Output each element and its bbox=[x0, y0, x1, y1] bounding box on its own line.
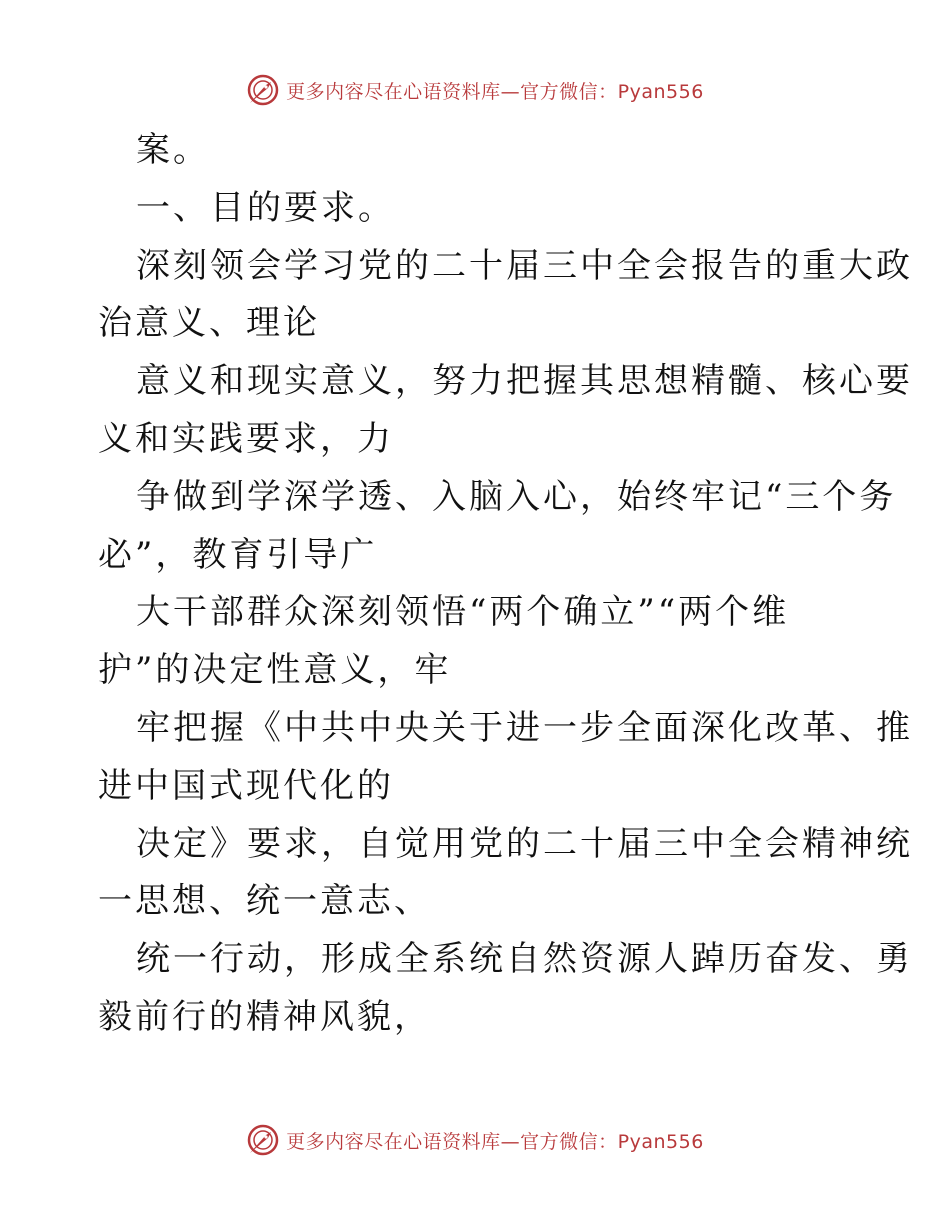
paragraph-line: 一思想、统一意志、 bbox=[98, 881, 431, 922]
paragraph-line: 牢把握《中共中央关于进一步全面深化改革、推 bbox=[136, 707, 913, 748]
document-body bbox=[98, 122, 913, 1047]
paragraph-line: 毅前行的精神风貌， bbox=[98, 996, 431, 1037]
paragraph-line: 护”的决定性意义，牢 bbox=[98, 650, 452, 691]
paragraph-line: 必”，教育引导广 bbox=[98, 534, 378, 575]
paragraph-line: 统一行动，形成全系统自然资源人踔历奋发、勇 bbox=[136, 939, 913, 980]
paragraph-line: 决定》要求，自觉用党的二十届三中全会精神统 bbox=[136, 823, 913, 864]
section-heading: 一、目的要求。 bbox=[136, 187, 395, 228]
red-pen-nib-icon bbox=[246, 73, 280, 107]
paragraph-line: 意义和现实意义，努力把握其思想精髓、核心要 bbox=[136, 361, 913, 402]
footer-banner bbox=[0, 1120, 950, 1160]
header-banner-text: 更多内容尽在心语资料库—官方微信：Pyan556 bbox=[286, 80, 704, 103]
paragraph-line: 治意义、理论 bbox=[98, 303, 320, 344]
footer-banner-text: 更多内容尽在心语资料库—官方微信：Pyan556 bbox=[286, 1130, 704, 1153]
paragraph-line: 案。 bbox=[136, 130, 210, 170]
paragraph-line: 进中国式现代化的 bbox=[98, 765, 394, 806]
paragraph-line: 深刻领会学习党的二十届三中全会报告的重大政 bbox=[136, 245, 913, 286]
header-banner bbox=[0, 70, 950, 110]
paragraph-line: 大干部群众深刻领悟“两个确立”“两个维 bbox=[136, 592, 790, 633]
paragraph-line: 争做到学深学透、入脑入心，始终牢记“三个务 bbox=[136, 476, 897, 517]
paragraph-line: 义和实践要求，力 bbox=[98, 418, 394, 459]
red-pen-nib-icon bbox=[246, 1123, 280, 1157]
